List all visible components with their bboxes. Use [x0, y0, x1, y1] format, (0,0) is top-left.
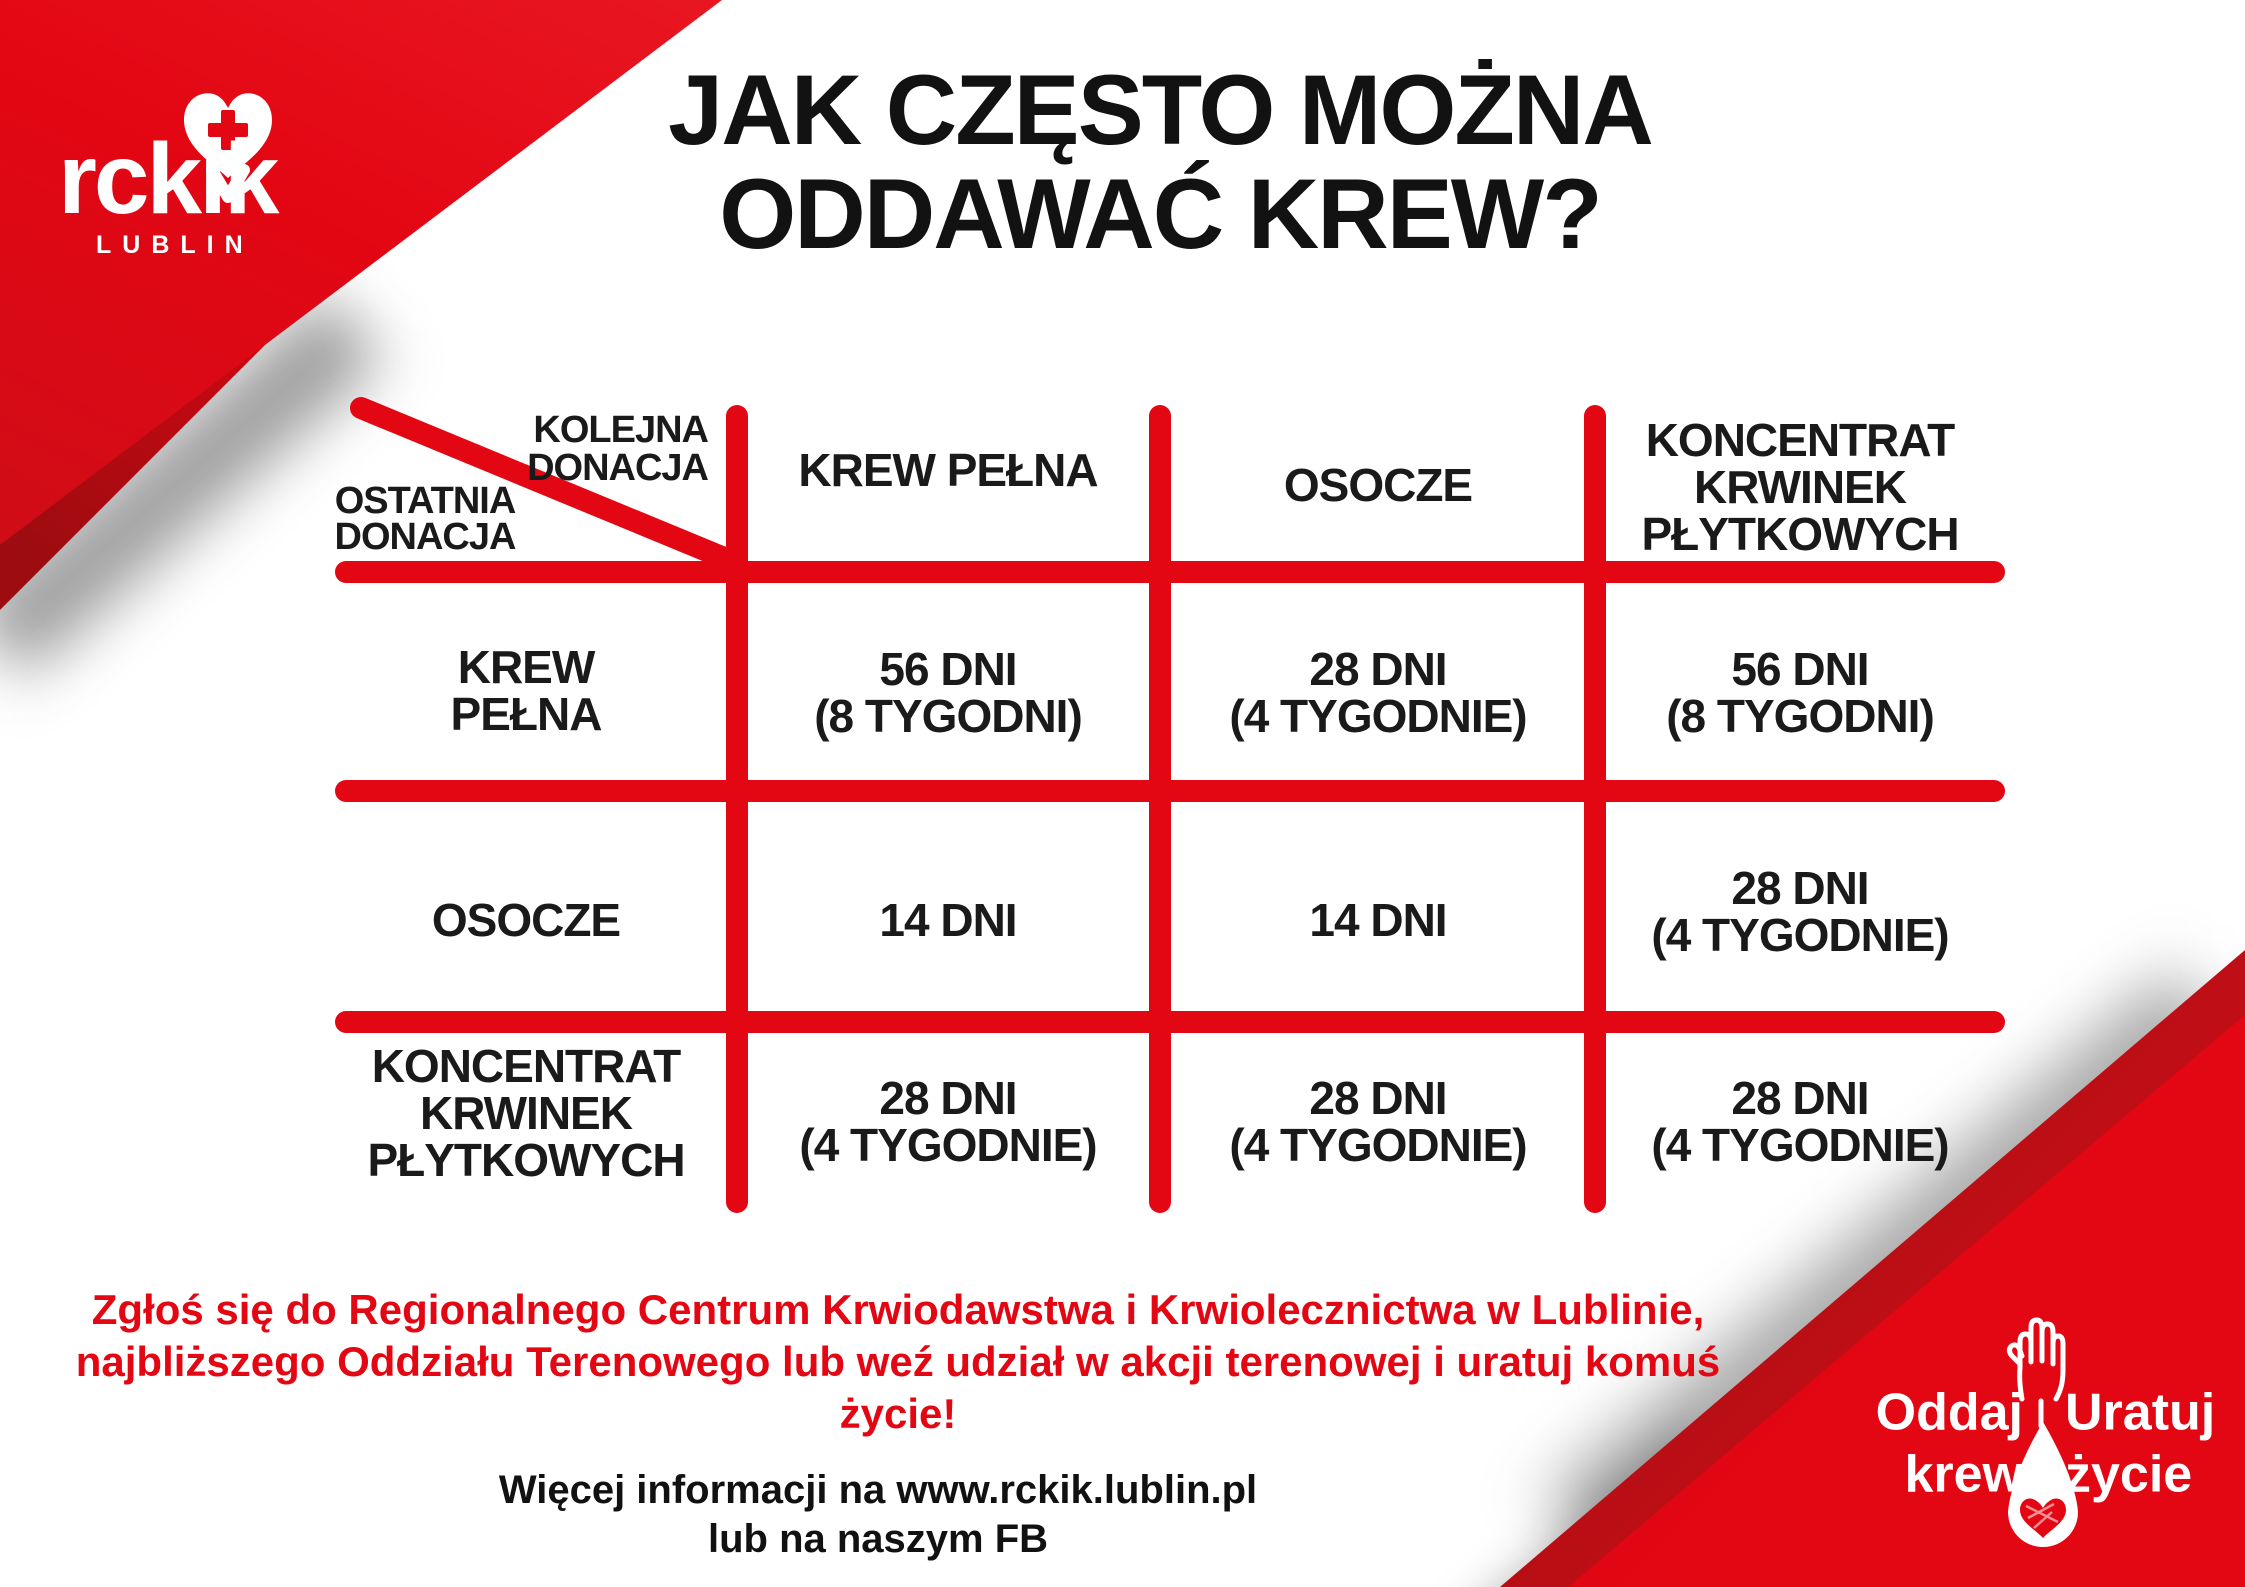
table-cell-r2-c2	[1168, 894, 1588, 946]
cell-line: 28 DNI	[1731, 862, 1869, 914]
col-header-line: PŁYTKOWYCH	[1641, 508, 1959, 560]
cell-line: (4 TYGODNIE)	[1229, 1119, 1527, 1171]
table-cell-r1-c3	[1590, 643, 2010, 742]
logo-brand-text: rckik	[58, 123, 277, 235]
corner-label-line: OSTATNIA	[334, 480, 516, 522]
cell-line: 28 DNI	[1309, 643, 1447, 695]
cta-line-2: najbliższego Oddziału Terenowego lub weź udział w akcji terenowej i uratuj komuś życie!	[75, 1338, 1721, 1437]
title-line-2: ODDAWAĆ KREW?	[719, 158, 1601, 269]
info-text	[0, 1466, 1756, 1564]
campaign-text-uratuj: Uratuj	[2065, 1383, 2216, 1442]
campaign-text-krew: krew	[1904, 1445, 2023, 1504]
cell-line: 14 DNI	[879, 894, 1017, 946]
row-header-line: KREW	[457, 641, 595, 693]
table-row-header-krew-pelna	[326, 641, 726, 740]
row-header-line: KONCENTRAT	[371, 1040, 681, 1092]
info-url-line: Więcej informacji na www.rckik.lublin.pl	[498, 1468, 1258, 1512]
cell-line: (8 TYGODNI)	[1666, 690, 1934, 742]
cell-line: (4 TYGODNIE)	[1651, 909, 1949, 961]
row-header-line: PEŁNA	[450, 688, 602, 740]
cell-line: (4 TYGODNIE)	[1229, 690, 1527, 742]
row-header-line: PŁYTKOWYCH	[367, 1134, 685, 1186]
corner-label-next-donation	[527, 411, 708, 487]
title-line-1: JAK CZĘSTO MOŻNA	[668, 54, 1652, 165]
row-header-line: OSOCZE	[431, 894, 621, 946]
page-title	[535, 54, 1785, 269]
campaign-text-zycie: życie	[2065, 1445, 2193, 1504]
corner-label-line: DONACJA	[527, 447, 708, 489]
cell-line: (4 TYGODNIE)	[1651, 1119, 1949, 1171]
table-row-header-koncentrat	[326, 1040, 726, 1186]
table-cell-r1-c1	[738, 643, 1158, 742]
table-cell-r2-c3	[1590, 862, 2010, 961]
cell-line: 56 DNI	[1731, 643, 1869, 695]
table-row-header-osocze	[326, 894, 726, 946]
table-cell-r2-c1	[738, 894, 1158, 946]
campaign-text-oddaj: Oddaj	[1875, 1383, 2023, 1442]
corner-label-line: DONACJA	[334, 516, 516, 558]
row-header-line: KRWINEK	[420, 1087, 632, 1139]
cell-line: (8 TYGODNI)	[814, 690, 1082, 742]
col-header-line: KRWINEK	[1694, 461, 1906, 513]
hand-fingers-path	[2020, 1320, 2063, 1399]
cell-line: 28 DNI	[1309, 1072, 1447, 1124]
cell-line: 56 DNI	[879, 643, 1017, 695]
table-col-header-krew-pelna	[738, 444, 1158, 496]
cell-line: 28 DNI	[1731, 1072, 1869, 1124]
table-col-header-koncentrat	[1590, 414, 2010, 560]
info-fb-line: lub na naszym FB	[707, 1517, 1049, 1561]
table-cell-r1-c2	[1168, 643, 1588, 742]
logo-city-text: LUBLIN	[96, 231, 254, 259]
cta-text	[18, 1284, 1778, 1440]
cell-line: 28 DNI	[879, 1072, 1017, 1124]
cell-line: 14 DNI	[1309, 894, 1447, 946]
table-cell-r3-c3	[1590, 1072, 2010, 1171]
hand-thumb-path	[2009, 1345, 2022, 1364]
table-col-header-osocze	[1168, 459, 1588, 511]
corner-label-line: KOLEJNA	[533, 409, 708, 451]
cta-line-1: Zgłoś się do Regionalnego Centrum Krwiodawstwa i Krwiolecznictwa w Lublinie,	[91, 1286, 1705, 1333]
cell-line: (4 TYGODNIE)	[799, 1119, 1097, 1171]
corner-label-last-donation	[295, 480, 555, 558]
col-header-line: OSOCZE	[1283, 459, 1473, 511]
col-header-line: KONCENTRAT	[1645, 414, 1955, 466]
table-cell-r3-c2	[1168, 1072, 1588, 1171]
col-header-line: KREW PEŁNA	[798, 444, 1098, 496]
table-cell-r3-c1	[738, 1072, 1158, 1171]
